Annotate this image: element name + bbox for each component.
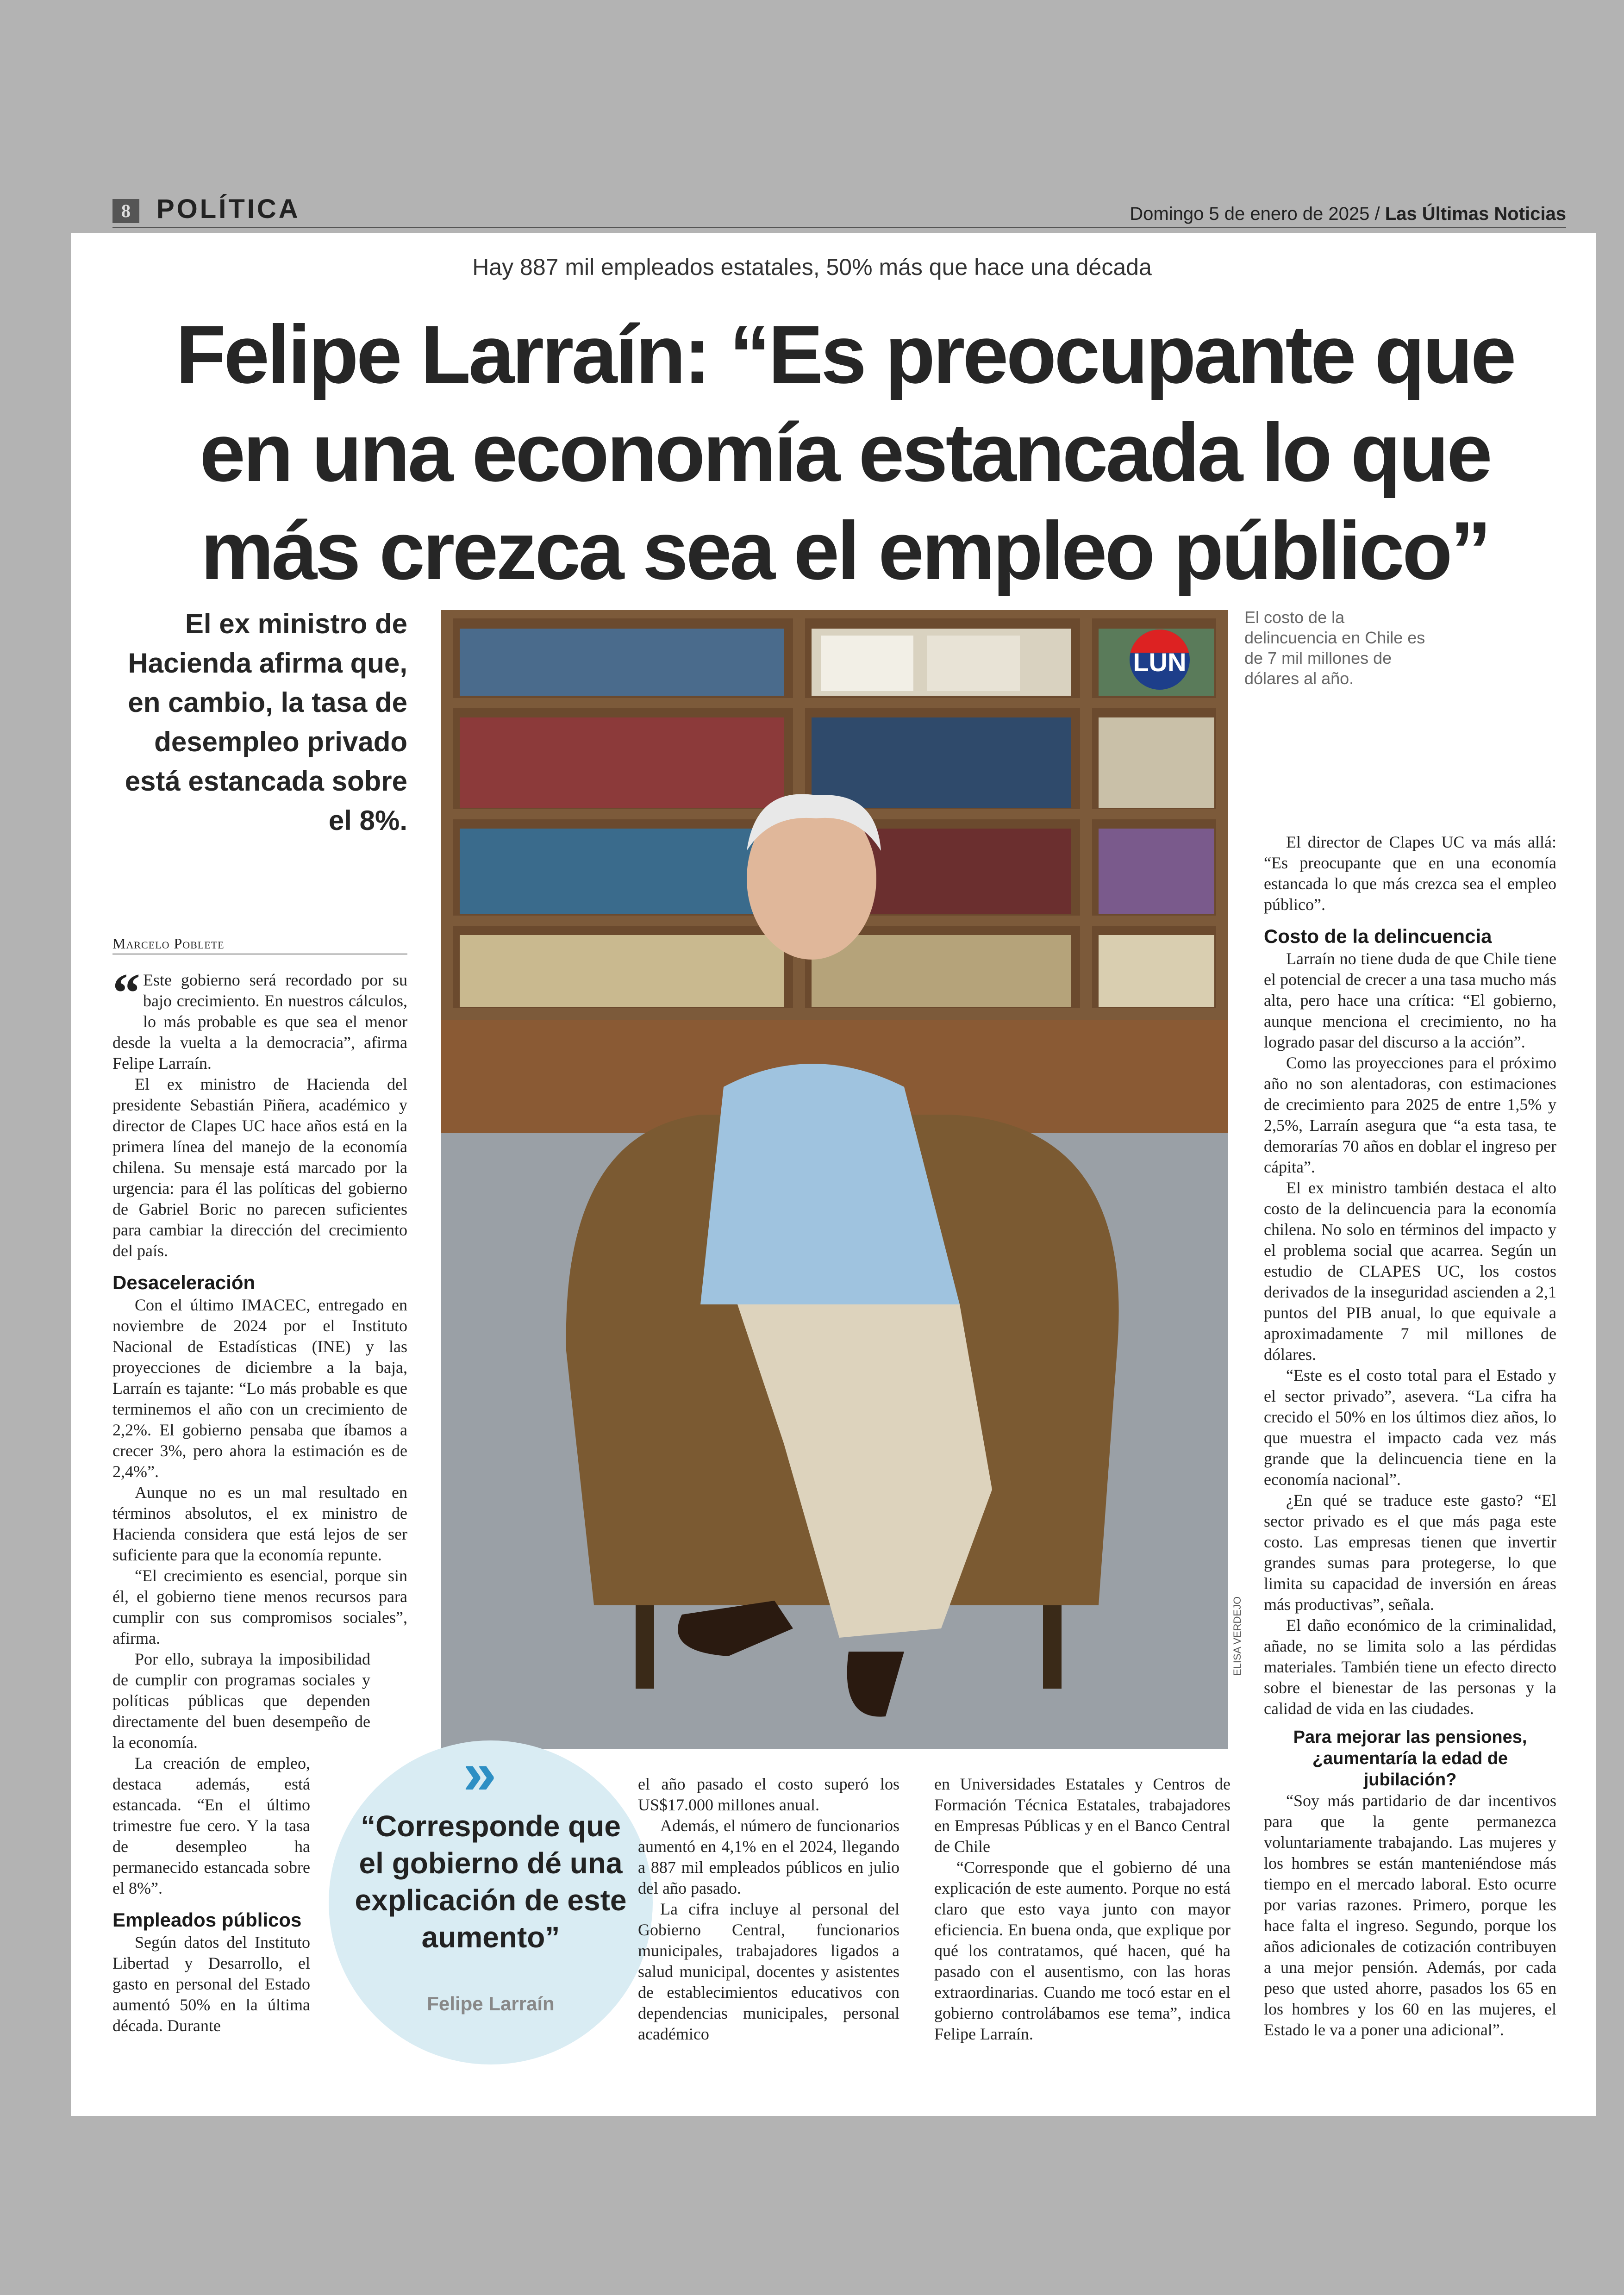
photo-credit: ELISA VERDEJO (1231, 1596, 1243, 1676)
chevron-right-icon: » (463, 1739, 497, 1807)
paragraph: “El crecimiento es esencial, porque sin él, el gobierno tiene menos recursos para cumplir con sus compromisos sociales”, afirma. (112, 1566, 407, 1647)
pull-quote-text: “Corresponde que el gobierno dé una explicación de este aumento” (355, 1809, 627, 1954)
paragraph: ¿En qué se traduce este gasto? “El sector privado es el que más paga este costo. Las empresas tienen que invertir grandes sumas para protegerse, lo que limita su capacidad de inversión en áreas más productivas”, señala. (1264, 1491, 1556, 1614)
paragraph: La cifra incluye al personal del Gobierno Central, funcionarios municipales, trabajadores ligados a salud municipal, docentes y asistentes de establecimientos educativos con dependencias municipales, personal académico (638, 1900, 899, 2043)
kicker: Hay 887 mil empleados estatales, 50% más que hace una década (472, 254, 1152, 280)
paragraph: Aunque no es un mal resultado en términos absolutos, el ex ministro de Hacienda considera que está lejos de ser suficiente para que la economía repunte. (112, 1483, 407, 1564)
paragraph: Con el último IMACEC, entregado en noviembre de 2024 por el Instituto Nacional de Estadísticas (INE) y las proyecciones de diciembre a la baja, Larraín es tajante: “Lo más probable es que terminemos el año con un crecimiento de 2,2%. El gobierno pensaba que íbamos a crecer 3%, pero ahora la estimación es de 2,4%”. (112, 1296, 407, 1481)
photo-caption: El costo de la delincuencia en Chile es de 7 mil millones de dólares al año. (1244, 608, 1425, 688)
paragraph: La creación de empleo, destaca además, está estancada. “En el último trimestre fue cero. Y la tasa de desempleo ha permanecido estancada sobre el 8%”. (112, 1754, 310, 1897)
lun-logo: LUN (1130, 630, 1190, 690)
headline: Felipe Larraín: “Es preocupante que en una economía estancada lo que más crezca sea el empleo público” (175, 308, 1514, 597)
subheading: Desaceleración (112, 1272, 256, 1293)
paragraph: “Corresponde que el gobierno dé una explicación de este aumento. Porque no está claro que esto vaya junto con mayor eficiencia. En buena onda, que explique por qué los contratamos, qué hacen, qué ha pasado con el ausentismo, con las horas extraordinarias. Cuando me tocó estar en el gobierno controlábamos ese tema”, indica Felipe Larraín. (934, 1858, 1230, 2043)
paragraph: El director de Clapes UC va más allá: “Es preocupante que en una economía estancada lo que más crezca sea el empleo público”. (1264, 833, 1556, 914)
column-4 (1264, 832, 1556, 2040)
paragraph: El ex ministro también destaca el alto costo de la delincuencia para la economía chilena. No solo en términos del impacto y el problema social que acarrea. Según un estudio de CLAPES UC, los costos derivados de la inseguridad ascienden a 2,1 puntos del PIB anual, lo que equivale a aproximadamente 7 mil millones de dólares. (1264, 1179, 1556, 1364)
paragraph: Además, el número de funcionarios aumentó en 4,1% en el 2024, llegando a 887 mil empleados públicos en julio del año pasado. (638, 1816, 899, 1897)
paragraph: “Este es el costo total para el Estado y el sector privado”, asevera. “La cifra ha crecido el 50% en los últimos diez años, lo que muestra el impacto cada vez más grande que la delincuencia tiene en la economía nacional”. (1264, 1366, 1556, 1489)
paragraph: en Universidades Estatales y Centros de Formación Técnica Estatales, trabajadores en Empresas Públicas y en el Banco Central de Chile (934, 1775, 1230, 1856)
deck: El ex ministro de Hacienda afirma que, en cambio, la tasa de desempleo privado está estancada sobre el 8%. (125, 608, 407, 836)
article-photo (441, 610, 1228, 1749)
page-number: 8 (112, 199, 139, 223)
dateline (1130, 204, 1566, 225)
column-2 (638, 1774, 899, 2045)
subheading: Costo de la delincuencia (1264, 925, 1492, 947)
paragraph: El ex ministro de Hacienda del presidente Sebastián Piñera, académico y director de Clapes UC hace años está en la primera línea del manejo de la economía chilena. Su mensaje está marcado por la urgencia: para él las políticas del gobierno de Gabriel Boric no parecen suficientes para cambiar la dirección del crecimiento del país. (112, 1075, 407, 1260)
paragraph: El daño económico de la criminalidad, añade, no se limita solo a las pérdidas materiales. También tiene un efecto directo sobre el bienestar de las personas y la calidad de vida en las ciudades. (1264, 1616, 1556, 1718)
header-rule (112, 227, 1566, 228)
drop-quote-mark: “ (112, 962, 140, 1023)
photo-illustration (441, 610, 1228, 1749)
newspaper-name: Las Últimas Noticias (1385, 204, 1566, 224)
paragraph: Como las proyecciones para el próximo año no son alentadoras, con estimaciones de crecimiento para 2025 de entre 1,5% y 2,5%, Larraín asegura que “a esta tasa, te demorarías 70 años en doblar el ingreso per cápita”. (1264, 1054, 1556, 1176)
issue-date: Domingo 5 de enero de 2025 / (1130, 204, 1380, 224)
subheading: Empleados públicos (112, 1909, 302, 1931)
paragraph: Por ello, subraya la imposibilidad de cumplir con programas sociales y políticas públicas que dependen directamente del buen desempeño de la economía. (112, 1650, 370, 1752)
paragraph: “Soy más partidario de dar incentivos para que la gente permanezca voluntariamente trabajando. Las mujeres y los hombres se están manteniéndose más tiempo en el mercado laboral. Esto ocurre por varias razones. Primero, porque les hace falta el ingreso. Segundo, porque los años adicionales de cotización contribuyen a una mejor pensión. Además, por cada peso que usted ahorre, pasados los 65 en los hombres y los 60 en las mujeres, el Estado le va a poner una adicional”. (1264, 1791, 1556, 2039)
byline: Marcelo Poblete (112, 935, 225, 952)
pull-quote-author: Felipe Larraín (427, 1993, 555, 2014)
paragraph: Larraín no tiene duda de que Chile tiene el potencial de crecer a una tasa mucho más alta, pero hace una crítica: “El gobierno, aunque menciona el crecimiento, no ha logrado pasar del discurso a la acción”. (1264, 949, 1556, 1051)
subheading: Para mejorar las pensiones, ¿aumentaría la edad de jubilación? (1293, 1727, 1527, 1790)
section-title: POLÍTICA (156, 194, 300, 224)
paragraph: Según datos del Instituto Libertad y Desarrollo, el gasto en personal del Estado aumentó 50% en la última década. Durante (112, 1933, 310, 2035)
paragraph: el año pasado el costo superó los US$17.000 millones anual. (638, 1775, 899, 1814)
lead-paragraph: “ Este gobierno será recordado por su bajo crecimiento. En nuestros cálculos, lo más probable es que sea el menor desde la vuelta a la democracia”, afirma Felipe Larraín. (112, 962, 407, 1073)
column-3 (934, 1774, 1230, 2045)
